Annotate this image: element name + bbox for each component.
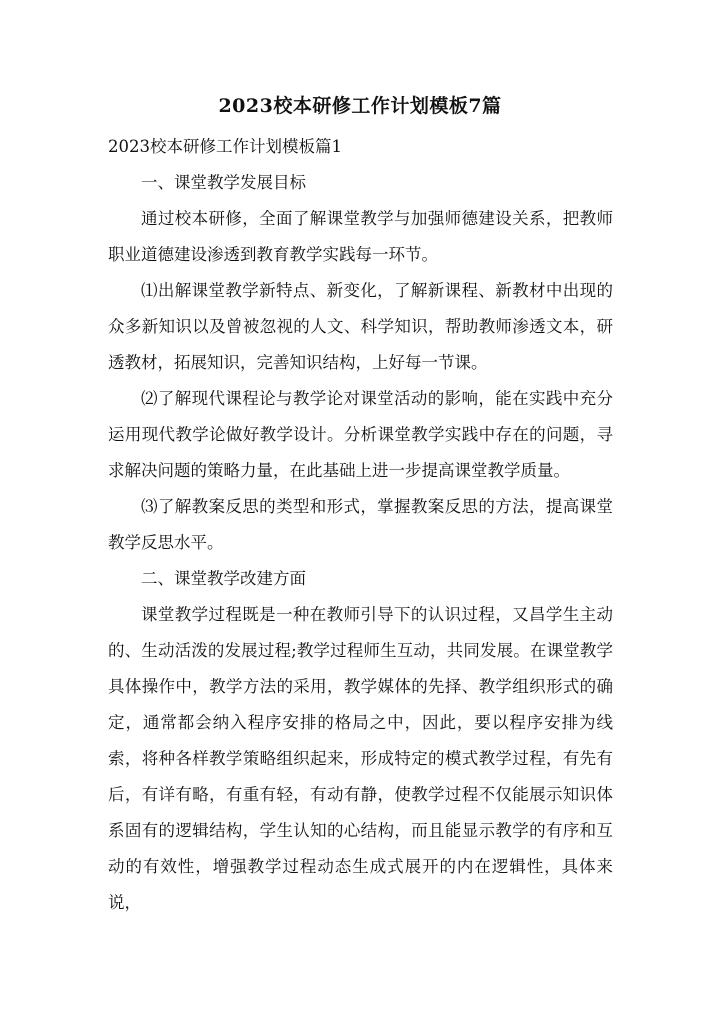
paragraph: 通过校本研修，全面了解课堂教学与加强师德建设关系，把教师职业道德建设渗透到教育教学实践每一环节。: [108, 209, 613, 264]
document-body: [108, 129, 613, 921]
paragraph: ⑴出解课堂教学新特点、新变化，了解新课程、新教材中出现的众多新知识以及曾被忽视的人文、科学知识，帮助教师渗透文本，研透教材，拓展知识，完善知识结构，上好每一节课。: [108, 281, 613, 372]
paragraph: ⑶了解教案反思的类型和形式，掌握教案反思的方法，提高课堂教学反思水平。: [108, 497, 613, 552]
subsection-heading: 一、课堂教学发展目标: [141, 173, 306, 192]
document-title: 2023校本研修工作计划模板7篇: [218, 95, 502, 117]
paragraph: 课堂教学过程既是一种在教师引导下的认识过程，又昌学生主动的、生动活泼的发展过程;教学过程师生互动，共同发展。在课堂教学具体操作中，教学方法的采用，教学媒体的先择、教学组织形式的确定，通常都会纳入程序安排的格局之中，因此，要以程序安排为线索，将种各样教学策略组织起来，形成特定的模式教学过程，有先有后，有详有略，有重有轻，有动有静，使教学过程不仅能展示知识体系固有的逻辑结构，学生认知的心结构，而且能显示教学的有序和互动的有效性，增强教学过程动态生成式展开的内在逻辑性，具体来说，: [108, 605, 613, 912]
paragraph: ⑵了解现代课程论与教学论对课堂活动的影响，能在实践中充分运用现代教学论做好教学设计。分析课堂教学实践中存在的问题，寻求解决问题的策略力量，在此基础上进一步提高课堂教学质量。: [108, 389, 613, 480]
section-heading: 2023校本研修工作计划模板篇1: [108, 137, 342, 156]
subsection-heading: 二、课堂教学改建方面: [141, 569, 306, 588]
